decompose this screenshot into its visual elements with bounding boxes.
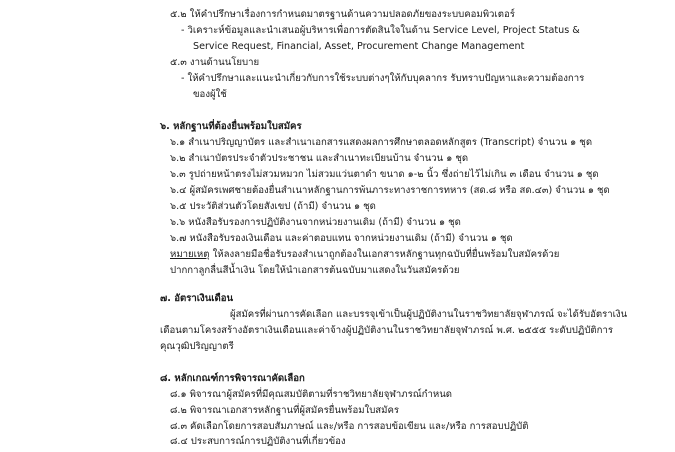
note-cont: ปากกาลูกลื่นสีน้ำเงิน โดยให้นำเอกสารต้นฉบับมาแสดงในวันสมัครด้วย (170, 265, 460, 276)
salary-paragraph-line2: เดือนตามโครงสร้างอัตราเงินเดือนและค่าจ้างผู้ปฏิบัติงานในราชวิทยาลัยจุฬาภรณ์ พ.ศ. ๒๕๕๕ ระดับปฏิบัติการ (160, 325, 614, 336)
section-7-heading: ๗. อัตราเงินเดือน (160, 293, 234, 304)
item-6-4: ๖.๔ ผู้สมัครเพศชายต้องยื่นสำเนาหลักฐานการพ้นภาระทางราชการทหาร (สด.๘ หรือ สด.๔๓) จำนวน ๑ ชุด (170, 185, 610, 196)
item-5-2: ๕.๒ ให้คำปรึกษาเรื่องการกำหนดมาตรฐานด้านความปลอดภัยของระบบคอมพิวเตอร์ (170, 9, 515, 20)
item-8-4: ๘.๔ ประสบการณ์การปฏิบัติงานที่เกี่ยวข้อง (170, 436, 346, 447)
section-6-heading: ๖. หลักฐานที่ต้องยื่นพร้อมใบสมัคร (160, 121, 302, 132)
item-5-3-bullet-cont: ของผู้ใช้ (193, 89, 227, 100)
item-5-3: ๕.๓ งานด้านนโยบาย (170, 57, 260, 68)
item-6-6: ๖.๖ หนังสือรับรองการปฏิบัติงานจากหน่วยงานเดิม (ถ้ามี) จำนวน ๑ ชุด (170, 217, 461, 228)
item-5-2-bullet: - วิเคราะห์ข้อมูลและนำเสนอผู้บริหารเพื่อการตัดสินใจในด้าน Service Level, Project Status & (181, 25, 580, 36)
salary-paragraph-line3: คุณวุฒิปริญญาตรี (160, 341, 234, 352)
item-8-3: ๘.๓ คัดเลือกโดยการสอบสัมภาษณ์ และ/หรือ การสอบข้อเขียน และ/หรือ การสอบปฏิบัติ (170, 421, 529, 432)
item-5-2-bullet-cont: Service Request, Financial, Asset, Procurement Change Management (193, 41, 525, 52)
item-6-1: ๖.๑ สำเนาปริญญาบัตร และสำเนาเอกสารแสดงผลการศึกษาตลอดหลักสูตร (Transcript) จำนวน ๑ ชุด (170, 137, 593, 148)
note-label: หมายเหตุ (170, 249, 210, 260)
item-8-1: ๘.๑ พิจารณาผู้สมัครที่มีคุณสมบัติตามที่ราชวิทยาลัยจุฬาภรณ์กำหนด (170, 389, 452, 400)
item-6-3: ๖.๓ รูปถ่ายหน้าตรงไม่สวมหมวก ไม่สวมแว่นตาดำ ขนาด ๑-๒ นิ้ว ซึ่งถ่ายไว้ไม่เกิน ๓ เดือน จำนวน ๑ ชุด (170, 169, 599, 180)
item-5-3-bullet: - ให้คำปรึกษาและแนะนำเกี่ยวกับการใช้ระบบต่างๆให้กับบุคลากร รับทราบปัญหาและความต้องการ (181, 73, 585, 84)
note-text: ให้ลงลายมือชื่อรับรองสำเนาถูกต้องในเอกสารหลักฐานทุกฉบับที่ยื่นพร้อมใบสมัครด้วย (212, 249, 560, 260)
item-6-5: ๖.๕ ประวัติส่วนตัวโดยสังเขป (ถ้ามี) จำนวน ๑ ชุด (170, 201, 376, 212)
item-6-2: ๖.๒ สำเนาบัตรประจำตัวประชาชน และสำเนาทะเบียนบ้าน จำนวน ๑ ชุด (170, 153, 469, 164)
item-6-7: ๖.๗ หนังสือรับรองเงินเดือน และค่าตอบแทน จากหน่วยงานเดิม (ถ้ามี) จำนวน ๑ ชุด (170, 233, 513, 244)
note-line (170, 248, 559, 263)
section-8-heading: ๘. หลักเกณฑ์การพิจารณาคัดเลือก (160, 373, 305, 384)
salary-paragraph-line1: ผู้สมัครที่ผ่านการคัดเลือก และบรรจุเข้าเป็นผู้ปฏิบัติงานในราชวิทยาลัยจุฬาภรณ์ จะได้รับอัตราเงิน (230, 309, 628, 320)
item-8-2: ๘.๒ พิจารณาเอกสารหลักฐานที่ผู้สมัครยื่นพร้อมใบสมัคร (170, 405, 400, 416)
